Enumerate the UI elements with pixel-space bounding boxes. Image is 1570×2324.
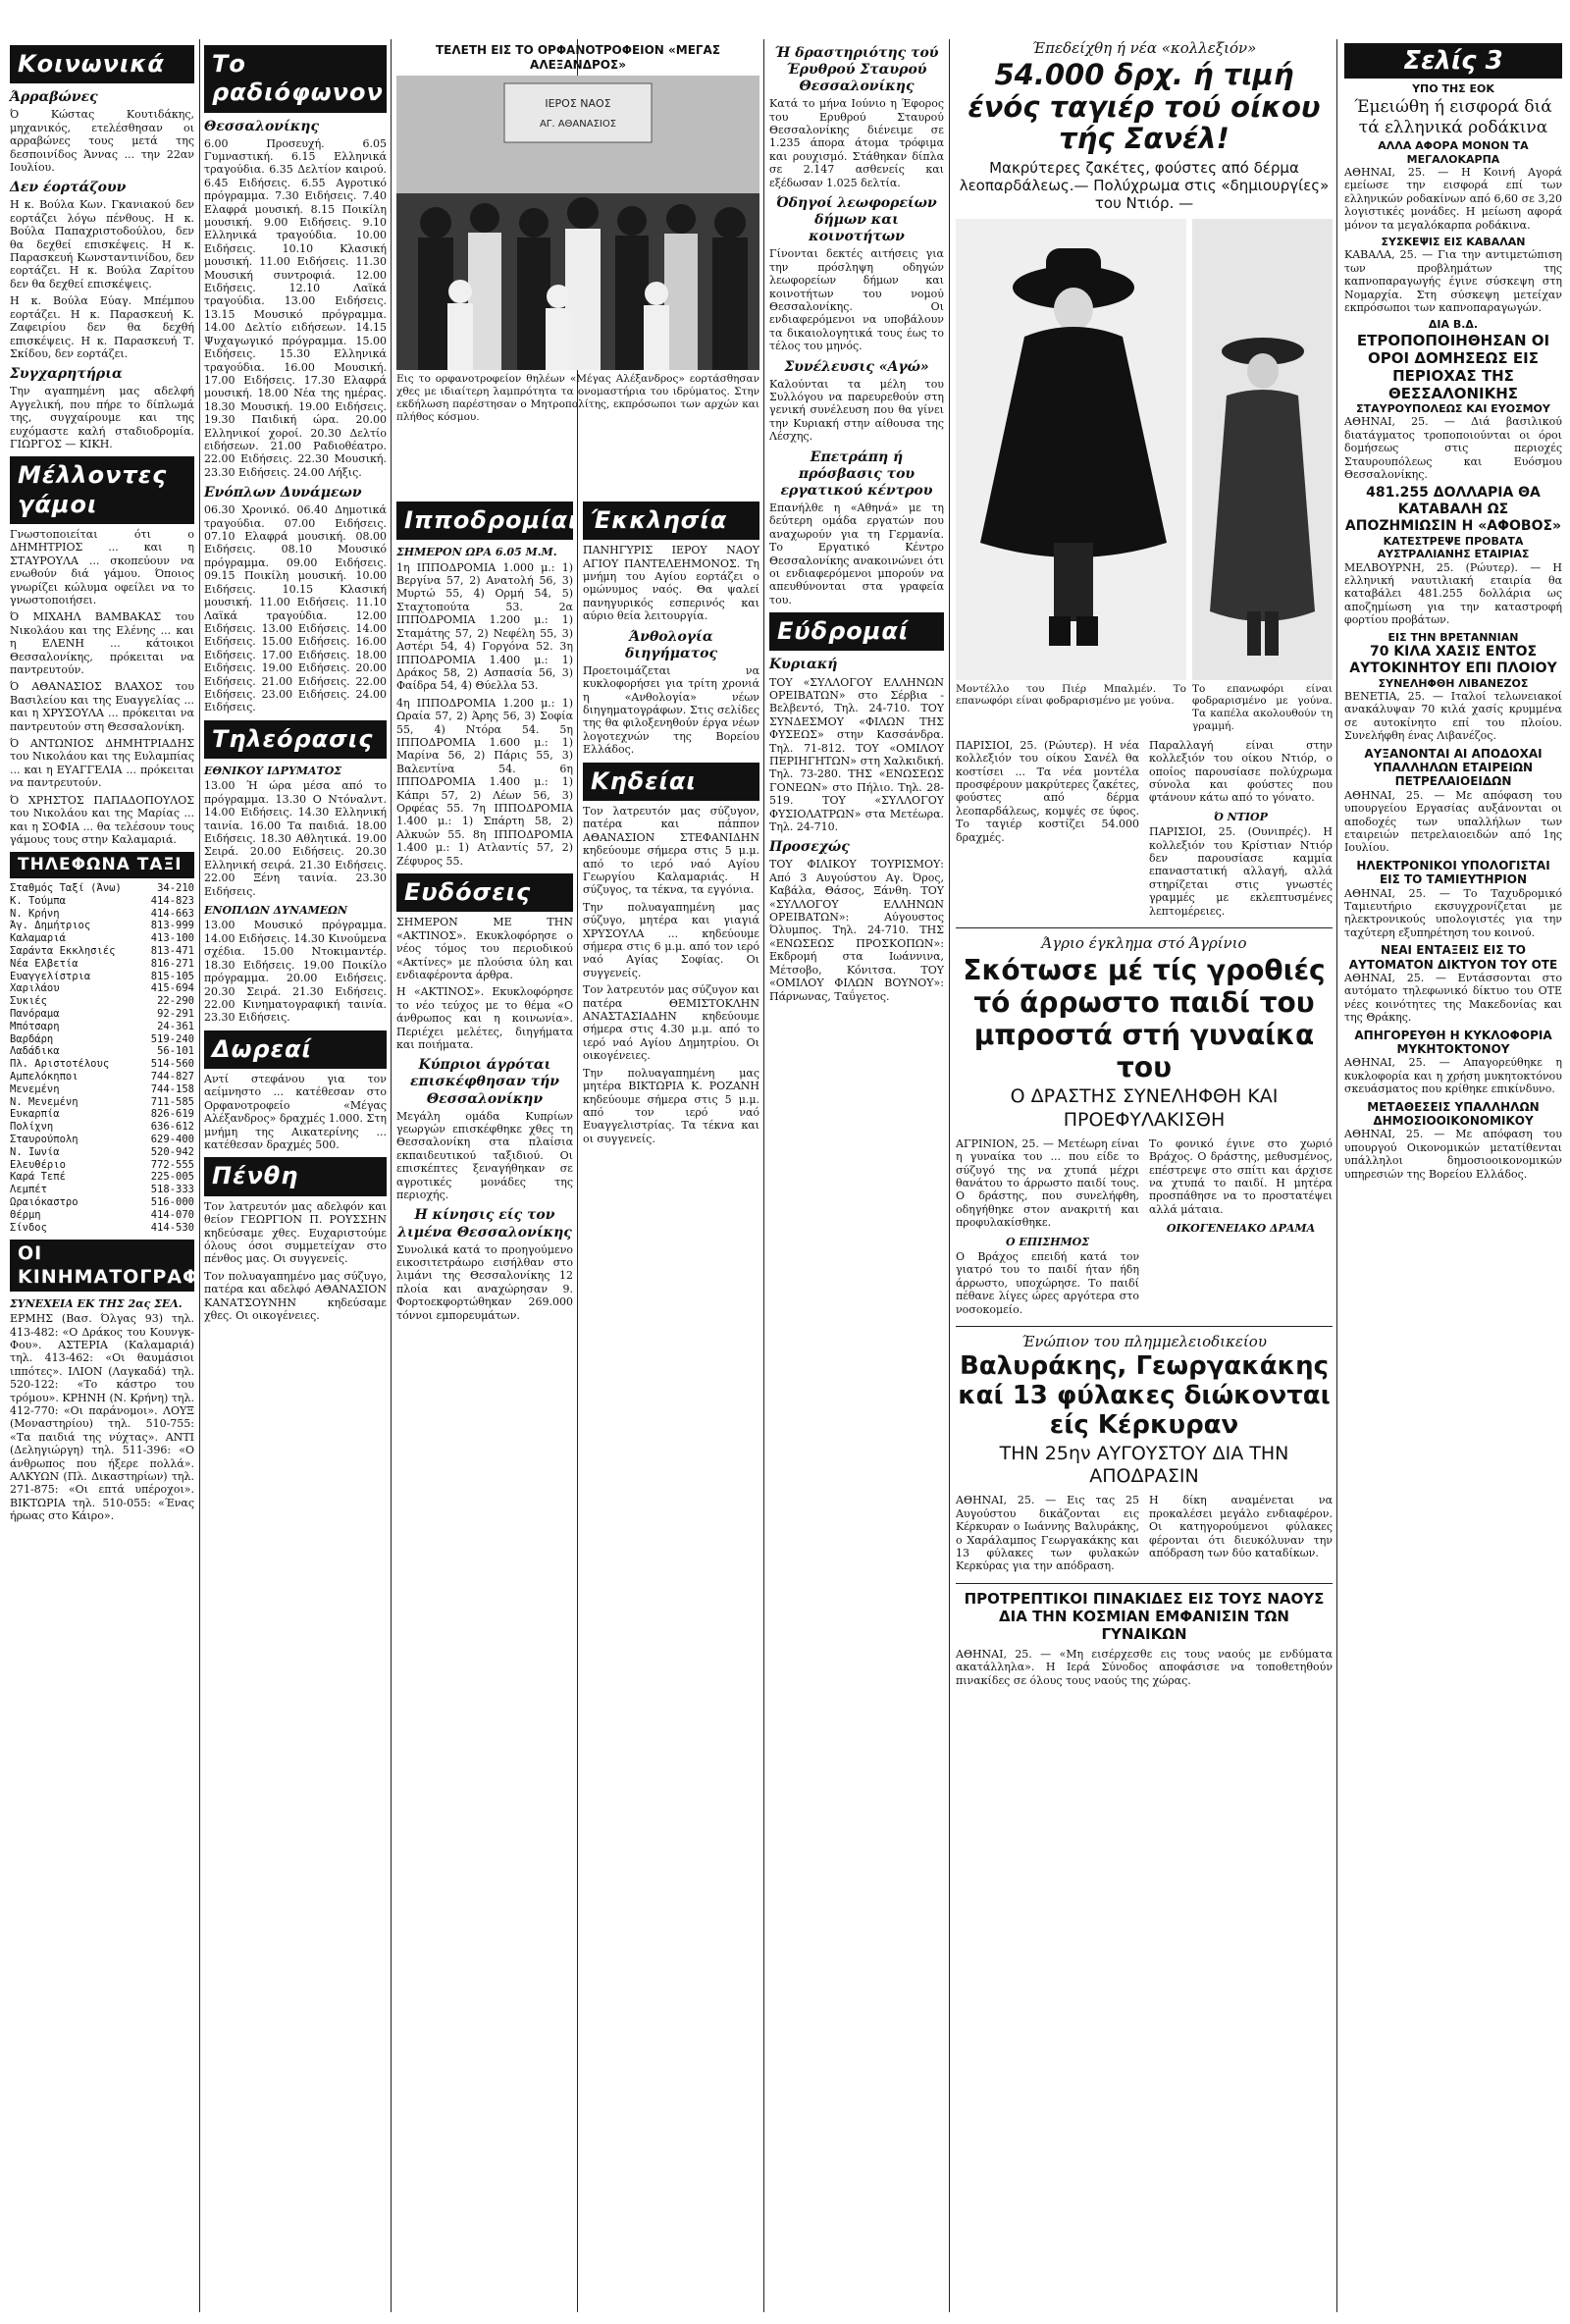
- taxi-list-row: [10, 932, 194, 945]
- article-text: Η «ΑΚΤΙΝΟΣ». Εκυκλοφόρησε το νέο τεύχος με το θέμα «Ο άνθρωπος και η κοινωνία». Περιέχει μελέτες, διηγήματα και ποιήματα.: [396, 985, 573, 1051]
- article-text: ΤΟΥ «ΣΥΛΛΟΓΟΥ ΕΛΛΗΝΩΝ ΟΡΕΙΒΑΤΩΝ» στο Σέρβια - Βελβεντό, Τηλ. 24-710. ΤΟΥ ΣΥΝΔΕΣΜΟΥ «ΦΙΛΩΝ ΤΗΣ ΦΥΣΕΩΣ» στην Κασσάνδρα. Τηλ. 71-812. ΤΟΥ «ΟΜΙΛΟΥ ΠΕΡΙΗΓΗΤΩΝ» στη Χαλκιδική. Τηλ. 73-280. ΤΗΣ «ΕΝΩΣΕΩΣ ΓΟΝΕΩΝ» στο Πήλιο. Τηλ. 28-519. ΤΟΥ «ΣΥΛΛΟΓΟΥ ΦΥΣΙΟΛΑΤΡΩΝ» στα Μετέωρα. Τηλ. 24-710.: [769, 675, 944, 833]
- taxi-stand-name: Ν. Κρήνη: [10, 907, 60, 920]
- photo-sign-line2: ΑΓ. ΑΘΑΝΑΣΙΟΣ: [539, 119, 617, 131]
- kicker: ΕΙΣ ΤΗΝ ΒΡΕΤΑΝΝΙΑΝ: [1387, 630, 1519, 644]
- taxi-list-row: [10, 1134, 194, 1146]
- subhead: Κύπριοι άγρόται επισκέφθησαν τήν Θεσσαλονίκην: [409, 1057, 560, 1107]
- section-header-church: Έκκλησία: [583, 502, 759, 540]
- article-text: 1η ΙΠΠΟΔΡΟΜΙΑ 1.000 μ.: 1) Βεργίνα 57, 2) Ανατολή 56, 3) Μυρτώ 55, 4) Ορμή 54, 5) Σταχτοπούτα 53. 2α ΙΠΠΟΔΡΟΜΙΑ 1.200 μ.: 1) Σταμάτης 57, 2) Νεφέλη 55, 3) Αστέρι 54, 4) Γοργόνα 52. 3η ΙΠΠΟΔΡΟΜΙΑ 1.400 μ.: 1) Δράκος 58, 2) Ασπασία 56, 3) Φαίδρα 54, 4) Θύελλα 53.: [396, 560, 573, 693]
- taxi-phone-number: 744-158: [150, 1083, 194, 1095]
- taxi-phone-number: 92-291: [157, 1008, 194, 1021]
- article-text: Η δίκη αναμένεται να προκαλέσει μεγάλο ενδιαφέρον. Οι κατηγορούμενοι φύλακες φέρονται ότι διευκόλυναν την απόδραση των δύο καταδίκων.: [1149, 1494, 1333, 1560]
- taxi-list-row: [10, 1033, 194, 1046]
- column-rule: [763, 39, 764, 2312]
- article-text: 13.00 Μουσικό πρόγραμμα. 14.00 Ειδήσεις. 14.30 Κινούμενα σχέδια. 15.00 Ντοκιμαντέρ. 18.30 Ειδήσεις. 19.00 Ποικίλο πρόγραμμα. 20.00 Ειδήσεις. 20.30 Σειρά. 21.30 Ειδήσεις. 22.00 Κινηματογραφική ταινία. 23.30 Ειδήσεις.: [204, 919, 387, 1025]
- subhead: Άνθολογία διηγήματος: [624, 628, 717, 661]
- article-text: 13.00 Ή ώρα μέσα από το πρόγραμμα. 13.30 Ο Ντόναλντ. 14.00 Ειδήσεις. 14.30 Ελληνική ταινία. 16.00 Τα παιδιά. 18.00 Ειδήσεις. 18.30 Αθλητικά. 19.00 Σειρά. 20.00 Ειδήσεις. 20.30 Ελληνική σειρά. 21.30 Ειδήσεις. 22.00 Ξένη ταινία. 23.30 Ειδήσεις.: [204, 779, 387, 898]
- taxi-stand-name: Λεμπέτ: [10, 1184, 47, 1196]
- article-text: ΣΗΜΕΡΟΝ ΜΕ ΤΗΝ «ΑΚΤΙΝΟΣ». Εκυκλοφόρησε ο νέος τόμος του περιοδικού «Ακτίνες» με πλούσια ύλη και ενδιαφέροντα άρθρα.: [396, 916, 573, 981]
- article-text: Τον λατρευτόν μας αδελφόν και θείον ΓΕΩΡΓΙΟΝ Π. ΡΟΥΣΣΗΝ κηδεύσαμε χθες. Ευχαριστούμε όλους όσοι συμμετείχαν στο πένθος μας. Οι συγγενείς.: [204, 1199, 387, 1266]
- article-text: 6.00 Προσευχή. 6.05 Γυμναστική. 6.15 Ελληνικά τραγούδια. 6.35 Δελτίον καιρού. 6.45 Ειδήσεις. 6.55 Αγροτικό πρόγραμμα. 7.30 Ειδήσεις. 7.40 Ελαφρά μουσική. 8.15 Ποικίλη μουσική. 9.00 Ειδήσεις. 9.10 Ελληνικά τραγούδια. 10.00 Ειδήσεις. 10.10 Κλασική μουσική. 11.00 Ειδήσεις. 11.30 Μουσική συντροφιά. 12.00 Ειδήσεις. 12.10 Λαϊκά τραγούδια. 13.00 Ειδήσεις. 13.15 Μουσικό πρόγραμμα. 14.00 Δελτίο ειδήσεων. 14.15 Ψυχαγωγικό πρόγραμμα. 15.00 Ειδήσεις. 15.30 Ελληνικά τραγούδια. 16.00 Μουσική. 17.00 Ειδήσεις. 17.30 Ελαφρά μουσική. 18.00 Νέα της ημέρας. 18.30 Μουσική. 19.00 Ειδήσεις. 19.30 Παιδική ώρα. 20.00 Ελληνικοί χοροί. 20.30 Δελτίο ειδήσεων. 21.00 Ραδιοθέατρο. 22.00 Ειδήσεις. 22.30 Μουσική. 23.30 Ειδήσεις. 24.00 Λήξις.: [204, 136, 387, 479]
- section-header-society: Κοινωνικά: [10, 45, 194, 83]
- taxi-phone-number: 414-823: [150, 894, 194, 907]
- taxi-list-row: [10, 1083, 194, 1096]
- taxi-phone-number: 34-210: [157, 882, 194, 895]
- article-text: Η κ. Βούλα Κων. Γκανιακού δεν εορτάζει λόγω πένθους. Η κ. Βούλα Παπαχριστοδούλου, δεν θα δεχθεί επισκέψεις. Η κ. Παρασκευή Κωνσταντινίδου, δεν εορτάζει. Η κ. Βούλα Ζαρίτου δεν θα δεχθεί επισκέψεις.: [10, 198, 194, 290]
- taxi-stand-name: Αμπελόκηποι: [10, 1071, 78, 1083]
- fashion-photo-2: [1192, 219, 1333, 680]
- dek: Μακρύτερες ζακέτες, φούστες από δέρμα λεοπαρδάλεως.— Πολύχρωμα στις «δημιουργίες» του Ντιόρ. —: [959, 158, 1330, 213]
- taxi-stand-name: Θέρμη: [10, 1208, 41, 1221]
- headline-agrinio: Σκότωσε μέ τίς γροθιές τό άρρωστο παιδί του μπροστά στή γυναίκα του: [963, 954, 1326, 1084]
- taxi-stand-name: Νέα Ελβετία: [10, 957, 78, 970]
- taxi-list-row: [10, 945, 194, 958]
- column-red-cross-excursions: [769, 39, 944, 2312]
- taxi-list-row: [10, 1222, 194, 1235]
- article-text: ΑΘΗΝΑΙ, 25. — «Μη εισέρχεσθε εις τους ναούς με ενδύματα ακατάλληλα». Η Ιερά Σύνοδος αποφάσισε να τοποθετηθούν πινακίδες σε όλους τους ναούς της χώρας.: [956, 1647, 1333, 1687]
- taxi-list-row: [10, 920, 194, 932]
- subhead: ΣΤΑΥΡΟΥΠΟΛΕΩΣ ΚΑΙ ΕΥΟΣΜΟΥ: [1356, 401, 1550, 415]
- taxi-list-row: [10, 1209, 194, 1222]
- taxi-stand-name: Ν. Μενεμένη: [10, 1095, 78, 1108]
- taxi-stand-name: Ευκαρπία: [10, 1108, 60, 1121]
- section-header-taxi: ΤΗΛΕΦΩΝΑ ΤΑΞΙ: [10, 852, 194, 878]
- section-header-mourning: Πένθη: [204, 1157, 387, 1195]
- article-text: Την πολυαγαπημένη μας σύζυγο, μητέρα και γιαγιά ΧΡΥΣΟΥΛΑ ... κηδεύουμε σήμερα στις 6 μ.μ. από τον ιερό ναό Αγίας Σοφίας. Οι συγγενείς.: [583, 900, 759, 979]
- column-main-stories: [956, 39, 1333, 2312]
- kicker: Ένώπιον του πλημμελειοδικείου: [1021, 1333, 1267, 1351]
- subhead: Προσεχώς: [769, 839, 850, 856]
- taxi-list-row: [10, 1171, 194, 1184]
- taxi-list-row: [10, 1184, 194, 1196]
- article-text: Προετοιμάζεται να κυκλοφορήσει για τρίτη χρονιά η «Ανθολογία» νέων διηγηματογράφων. Στις σελίδες της θα φιλοξενηθούν έργα νέων λογοτεχνών της Βορείου Ελλάδος.: [583, 663, 759, 757]
- subhead: ΣΥΝΕΧΕΙΑ ΕΚ ΤΗΣ 2ας ΣΕΛ.: [10, 1296, 183, 1310]
- taxi-phone-number: 22-290: [157, 995, 194, 1008]
- article-text: ΤΟΥ ΦΙΛΙΚΟΥ ΤΟΥΡΙΣΜΟΥ: Από 3 Αυγούστου Αγ. Όρος, Καβάλα, Θάσος, Ξάνθη. ΤΟΥ «ΣΥΛΛΟΓΟΥ ΕΛΛΗΝΩΝ ΟΡΕΙΒΑΤΩΝ»: Αύγουστος Όλυμπος. Τηλ. 24-710. ΤΗΣ «ΕΝΩΣΕΩΣ ΠΡΟΣΚΟΠΩΝ»: Εκδρομή στα Ιωάννινα, Μέτσοβο, Κόνιτσα. ΤΟΥ «ΟΜΙΛΟΥ ΦΙΛΩΝ ΒΟΥΝΟΥ»: Πάρνωνας, Ταΰγετος.: [769, 858, 944, 1003]
- section-header-weddings: Μέλλοντες γάμοι: [10, 456, 194, 524]
- headline-chanel: 54.000 δρχ. ή τιμή ένός ταγιέρ τού οίκου τής Σανέλ!: [968, 58, 1321, 156]
- page-number-masthead: Σελίς 3: [1344, 43, 1562, 79]
- taxi-stand-name: Πολίχνη: [10, 1121, 54, 1134]
- taxi-phone-number: 56-101: [157, 1045, 194, 1058]
- taxi-list-row: [10, 958, 194, 971]
- taxi-phone-number: 414-070: [150, 1208, 194, 1221]
- article-text: ΕΡΜΗΣ (Βασ. Όλγας 93) τηλ. 413-482: «Ο Δράκος του Κουνγκ-Φου». ΑΣΤΕΡΙΑ (Καλαμαριά) τηλ. 413-462: «Οι θαυμάσιοι ιππότες». ΙΛΙΟΝ (Λαγκαδά) τηλ. 520-122: «Το κάστρο του τρόμου». ΚΡΗΝΗ (Ν. Κρήνη) τηλ. 412-770: «Οι παράνομοι». ΛΟΥΞ (Μοναστηρίου) τηλ. 510-755: «Τα παιδιά της νύχτας». ΑΝΤΙ (Δεληγιώργη) τηλ. 511-396: «Ο άνθρωπος που ήξερε πολλά». ΑΛΚΥΩΝ (Πλ. Δικαστηρίων) τηλ. 271-875: «Οι επτά υπέροχοι». ΒΙΚΤΩΡΙΑ τηλ. 510-055: «Ένας ήρωας στο Κάιρο».: [10, 1312, 194, 1523]
- column-society: [10, 39, 225, 2312]
- taxi-phone-number: 514-560: [150, 1058, 194, 1071]
- article-text: Το φονικό έγινε στο χωριό Βράχος. Ο δράστης, μεθυσμένος, επέστρεψε στο σπίτι και άρχισε να χτυπά το παιδί. Η μητέρα προσπάθησε να το προστατέψει αλλά μάταια.: [1149, 1136, 1333, 1216]
- taxi-stand-name: Σίνδος: [10, 1221, 47, 1234]
- article-text: Την πολυαγαπημένη μας μητέρα ΒΙΚΤΩΡΙΑ Κ. ΡΟΖΑΝΗ κηδεύουμε σήμερα στις 5 μ.μ. από τον ιερό ναό Ευαγγελιστρίας. Τα τέκνα και οι συγγενείς.: [583, 1066, 759, 1145]
- headline: ΝΕΑΙ ΕΝΤΑΞΕΙΣ ΕΙΣ ΤΟ ΑΥΤΟΜΑΤΟΝ ΔΙΚΤΥΟΝ ΤΟΥ ΟΤΕ: [1348, 943, 1558, 972]
- taxi-stand-name: Συκιές: [10, 995, 47, 1008]
- section-header-funerals: Κηδείαι: [583, 763, 759, 801]
- article-text: ΜΕΛΒΟΥΡΝΗ, 25. (Ρώυτερ). — Η ελληνική ναυτιλιακή εταιρία θα καταβάλει 481.255 δολλάρια ως αποζημίωση για την καταστροφή φορτίου προβάτων.: [1344, 560, 1562, 627]
- taxi-stand-name: Βαρδάρη: [10, 1032, 54, 1045]
- taxi-phone-number: 711-585: [150, 1095, 194, 1108]
- subhead: Συνέλευσις «Αγώ»: [784, 358, 929, 375]
- taxi-stand-name: Σταυρούπολη: [10, 1133, 78, 1145]
- article-text: Παραλλαγή είναι στην κολλεξιόν του οίκου Ντιόρ, ο οποίος παρουσίασε πολύχρωμα σύνολα και φούστες που φτάνουν κάτω από το γόνατο.: [1149, 738, 1333, 805]
- taxi-phone-number: 816-271: [150, 957, 194, 970]
- column-briefs: [1344, 82, 1562, 2312]
- taxi-list-row: [10, 995, 194, 1008]
- orphanage-photo-block: [396, 39, 759, 491]
- orphanage-photo-image: [396, 76, 759, 370]
- subhead: ΣΥΣΚΕΨΙΣ ΕΙΣ ΚΑΒΑΛΑΝ: [1381, 236, 1526, 249]
- taxi-phone-number: 772-555: [150, 1158, 194, 1171]
- taxi-list-row: [10, 1008, 194, 1021]
- photo-caption: Εις το ορφανοτροφείον θηλέων «Μέγας Αλέξανδρος» εορτάσθησαν χθες με ιδιαίτερη λαμπρότητα τα ονομαστήρια του ιδρύματος. Στην εκδήλωση παρέστησαν ο Μητροπολίτης, εκπρόσωποι των αρχών και πλήθος κόσμου.: [396, 373, 759, 423]
- article-text: ΑΘΗΝΑΙ, 25. — Το Ταχυδρομικό Ταμιευτήριο εκσυγχρονίζεται με ηλεκτρονικούς υπολογιστές για την ταχύτερη εξυπηρέτηση του κοινού.: [1344, 886, 1562, 939]
- column-rule: [199, 39, 200, 2312]
- taxi-stand-name: Ευαγγελίστρια: [10, 970, 91, 982]
- subheadline: Ο ΔΡΑΣΤΗΣ ΣΥΝΕΛΗΦΘΗ ΚΑΙ ΠΡΟΕΦΥΛΑΚΙΣΘΗ: [1010, 1085, 1279, 1131]
- taxi-phone-number: 826-619: [150, 1108, 194, 1121]
- article-text: Τον πολυαγαπημένο μας σύζυγο, πατέρα και αδελφό ΑΘΑΝΑΣΙΟΝ ΚΑΝΑΤΣΟΥΝΗΝ κηδεύσαμε χθες. Οι οικογένειες.: [204, 1269, 387, 1322]
- article-text: Επανήλθε η «Αθηνά» με τη δεύτερη ομάδα εργατών που αναχωρούν για τη Γερμανία. Το Εργατικό Κέντρο Θεσσαλονίκης ανακοινώνει ότι οι ενδιαφερόμενοι μπορούν να απευθύνονται στα γραφεία του.: [769, 501, 944, 607]
- headline: ΕΤΡΟΠΟΠΟΙΗΘΗΣΑΝ ΟΙ ΟΡΟΙ ΔΟΜΗΣΕΩΣ ΕΙΣ ΠΕΡΙΟΧΑΣ ΤΗΣ ΘΕΣΣΑΛΟΝΙΚΗΣ: [1356, 331, 1550, 402]
- subhead: Δεν έορτάζουν: [10, 180, 127, 196]
- taxi-stand-name: Μενεμένη: [10, 1083, 60, 1095]
- headline: ΑΠΗΓΟΡΕΥΘΗ Η ΚΥΚΛΟΦΟΡΙΑ ΜΥΚΗΤΟΚΤΟΝΟΥ: [1354, 1028, 1552, 1056]
- kicker: ΔΙΑ Β.Δ.: [1428, 318, 1479, 332]
- taxi-phone-number: 813-471: [150, 945, 194, 958]
- headline-churches: ΠΡΟΤΡΕΠΤΙΚΟΙ ΠΙΝΑΚΙΔΕΣ ΕΙΣ ΤΟΥΣ ΝΑΟΥΣ ΔΙΑ ΤΗΝ ΚΟΣΜΙΑΝ ΕΜΦΑΝΙΣΙΝ ΤΩΝ ΓΥΝΑΙΚΩΝ: [964, 1589, 1325, 1644]
- subhead: ΕΝΟΠΛΩΝ ΔΥΝΑΜΕΩΝ: [204, 904, 348, 918]
- taxi-list-row: [10, 895, 194, 908]
- taxi-phone-number: 815-105: [150, 970, 194, 982]
- subhead: Κυριακή: [769, 657, 838, 673]
- taxi-stand-name: Πλ. Αριστοτέλους: [10, 1058, 110, 1071]
- divider: [956, 1583, 1333, 1584]
- subhead: Ή δραστηριότης τού Έρυθρού Σταυρού Θεσσαλονίκης: [774, 45, 939, 95]
- article-text: ΑΘΗΝΑΙ, 25. — Εις τας 25 Αυγούστου δικάζονται εις Κέρκυραν ο Ιωάννης Βαλυράκης, ο Χαράλαμπος Γεωργακάκης και 13 φύλακες των φυλακών Κερκύρας για την απόδραση.: [956, 1494, 1139, 1573]
- section-header-donations: Δωρεαί: [204, 1030, 387, 1069]
- taxi-phone-number: 518-333: [150, 1184, 194, 1196]
- headline: ΗΛΕΚΤΡΟΝΙΚΟΙ ΥΠΟΛΟΓΙΣΤΑΙ ΕΙΣ ΤΟ ΤΑΜΙΕΥΤΗΡΙΟΝ: [1356, 858, 1550, 887]
- taxi-stand-name: Καρά Τεπέ: [10, 1171, 66, 1184]
- subhead: Επετράπη ή πρόσβασις του εργατικού κέντρου: [780, 449, 933, 499]
- taxi-list-row: [10, 1146, 194, 1159]
- subhead: Ενόπλων Δυνάμεων: [204, 485, 362, 502]
- taxi-stand-name: Καλαμαριά: [10, 932, 66, 945]
- taxi-list-row: [10, 1196, 194, 1209]
- article-text: ΒΕΝΕΤΙΑ, 25. — Ιταλοί τελωνειακοί ανακάλυψαν 70 κιλά χασίς κρυμμένα σε αυτοκίνητο επί του πλοίου. Συνελήφθη ένας Λιβανέζος.: [1344, 689, 1562, 743]
- subhead: ΚΑΤΕΣΤΡΕΨΕ ΠΡΟΒΑΤΑ ΑΥΣΤΡΑΛΙΑΝΗΣ ΕΤΑΙΡΙΑΣ: [1377, 534, 1530, 561]
- article-text: Ό ΜΙΧΑΗΛ ΒΑΜΒΑΚΑΣ του Νικολάου και της Ελένης ... και η ΕΛΕΝΗ ... κάτοικοι Θεσσαλονίκης, πρόκειται να παντρευτούν.: [10, 610, 194, 677]
- column-rule: [949, 39, 950, 2312]
- article-text: ΑΘΗΝΑΙ, 25. — Η Κοινή Αγορά εμείωσε την εισφορά επί των ελληνικών ροδακίνων από 6,60 σε 3,20 λογιστικές μονάδες. Η μείωση αφορά μόνον τα μεγαλόκαρπα ροδάκινα.: [1344, 166, 1562, 232]
- article-text: Γίνονται δεκτές αιτήσεις για την πρόσληψη οδηγών λεωφορείων δήμων και κοινοτήτων του νομού Θεσσαλονίκης. Οι ενδιαφερόμενοι να υποβάλουν τα δικαιολογητικά τους έως το τέλος του μηνός.: [769, 247, 944, 353]
- taxi-phone-number: 24-361: [157, 1020, 194, 1032]
- article-text: Τον λατρευτόν μας σύζυγον και πατέρα ΘΕΜΙΣΤΟΚΛΗΝ ΑΝΑΣΤΑΣΙΑΔΗΝ κηδεύουμε σήμερα στις 4.30 μ.μ. από το ιερό ναό Αγίου Δημητρίου. Οι οικογένειες.: [583, 983, 759, 1063]
- article-text: Γνωστοποιείται ότι ο ΔΗΜΗΤΡΙΟΣ ... και η ΣΤΑΥΡΟΥΛΑ ... σκοπεύουν να ενωθούν διά γάμου. Όποιος γνωρίζει κώλυμα οφείλει να το γνωστοποιήσει.: [10, 527, 194, 607]
- article-text: Η κ. Βούλα Εύαγ. Μπέμπου εορτάζει. Η κ. Παρασκευή Κ. Ζαφειρίου δεν θα δεχθή επισκέψεις. Η κ. Παρασκευή Τ. Σκίδου, δεν εορτάζει.: [10, 294, 194, 360]
- subhead: Η κίνησις είς τον λιμένα Θεσσαλονίκης: [397, 1207, 572, 1241]
- taxi-phone-number: 225-005: [150, 1171, 194, 1184]
- section-header-publications: Ευδόσεις: [396, 873, 573, 912]
- divider: [956, 927, 1333, 928]
- orphanage-photo: [396, 76, 759, 370]
- subhead: ΑΛΛΑ ΑΦΟΡΑ ΜΟΝΟΝ ΤΑ ΜΕΓΑΛΟΚΑΡΠΑ: [1378, 139, 1529, 166]
- section-header-races: Ιπποδρομίαι: [396, 502, 573, 540]
- column-rule: [1336, 39, 1337, 2312]
- subhead: ΕΘΝΙΚΟΥ ΙΔΡΥΜΑΤΟΣ: [204, 765, 342, 778]
- taxi-phone-number: 813-999: [150, 920, 194, 932]
- taxi-stand-name: Λαδάδικα: [10, 1045, 60, 1058]
- taxi-stand-name: Πανόραμα: [10, 1008, 60, 1021]
- section-header-tv: Τηλεόρασις: [204, 720, 387, 759]
- section-header-cinemas: ΟΙ ΚΙΝΗΜΑΤΟΓΡΑΦΟΙ: [10, 1240, 194, 1291]
- article-text: Αντί στεφάνου για τον αείμνηστο ... κατέθεσαν στο Ορφανοτροφείο «Μέγας Αλέξανδρος» δραχμές 1.000. Στη μνήμη της Αικατερίνης ... κατέθεσαν δραχμές 500.: [204, 1073, 387, 1152]
- taxi-stand-name: Σαράντα Εκκλησιές: [10, 945, 116, 958]
- article-text: ΚΑΒΑΛΑ, 25. — Για την αντιμετώπιση των προβλημάτων της καπνοπαραγωγής έγινε σύσκεψη στη Νομαρχία. Στη σύσκεψη μετείχαν εκπρόσωποι των καπνοπαραγωγών.: [1344, 248, 1562, 315]
- taxi-phone-number: 415-694: [150, 982, 194, 995]
- article-text: ΑΘΗΝΑΙ, 25. — Απαγορεύθηκε η κυκλοφορία και η χρήση μυκητοκτόνου σκευάσματος που κρίθηκε επικίνδυνο.: [1344, 1056, 1562, 1096]
- kicker: Άγριο έγκλημα στό Άγρίνιο: [1041, 934, 1247, 953]
- taxi-list-row: [10, 1045, 194, 1058]
- article-text: Ό Κώστας Κουτιδάκης, μηχανικός, ετελέσθησαν οι αρραβώνες τους μετά της δεσποινίδος Άννας ... την 22αν Ιουλίου.: [10, 108, 194, 174]
- photo-title: ΤΕΛΕΤΗ ΕΙΣ ΤΟ ΟΡΦΑΝΟΤΡΟΦΕΙΟΝ «ΜΕΓΑΣ ΑΛΕΞΑΝΔΡΟΣ»: [435, 43, 721, 72]
- headline: 481.255 ΔΟΛΛΑΡΙΑ ΘΑ ΚΑΤΑΒΑΛΗ ΩΣ ΑΠΟΖΗΜΙΩΣΙΝ Η «ΑΦΟΒΟΣ»: [1344, 485, 1562, 534]
- photo-sign-line1: ΙΕΡΟΣ ΝΑΟΣ: [545, 97, 611, 111]
- article-text: Ό ΧΡΗΣΤΟΣ ΠΑΠΑΔΟΠΟΥΛΟΣ του Νικολάου και της Μαρίας ... και η ΣΟΦΙΑ ... θα τελέσουν τους γάμους τους στην Καλαμαριά.: [10, 793, 194, 846]
- article-text: ΑΘΗΝΑΙ, 25. — Εντάσσονται στο αυτόματο τηλεφωνικό δίκτυο του ΟΤΕ νέες κοινότητες της Μακεδονίας και της Θράκης.: [1344, 971, 1562, 1025]
- article-text: ΠΑΡΙΣΙΟΙ, 25. (Ρώυτερ). Η νέα κολλεξιόν του οίκου Σανέλ θα κοστίσει ... Τα νέα μοντέλα προσφέρουν μακρύτερες ζακέτες, φούστες από δέρμα λεοπαρδάλεως, κομψές σε ύφος. Το ταγιέρ κοστίζει 54.000 δραχμές.: [956, 738, 1139, 844]
- section-header-radio: Το ραδιόφωνον: [204, 45, 387, 113]
- column-rule: [391, 39, 392, 2312]
- subhead: ΟΙΚΟΓΕΝΕΙΑΚΟ ΔΡΑΜΑ: [1166, 1222, 1316, 1236]
- taxi-stand-name: Άγ. Δημήτριος: [10, 920, 91, 932]
- fashion-photo: [956, 219, 1186, 680]
- subhead: Άρραβώνες: [10, 89, 98, 106]
- headline: ΜΕΤΑΘΕΣΕΙΣ ΥΠΑΛΛΗΛΩΝ ΔΗΜΟΣΙΟΟΙΚΟΝΟΜΙΚΟΥ: [1367, 1099, 1540, 1128]
- taxi-stand-name: Σταθμός Ταξί (Άνω): [10, 882, 122, 895]
- taxi-stand-name: Μπότσαρη: [10, 1020, 60, 1032]
- subhead: ΣΥΝΕΛΗΦΘΗ ΛΙΒΑΝΕΖΟΣ: [1378, 676, 1529, 690]
- article-text: Καλούνται τα μέλη του Συλλόγου να παρευρεθούν στη γενική συνέλευση που θα γίνει την Κυριακή στην αίθουσα της Λέσχης.: [769, 377, 944, 444]
- column-church-funerals: [583, 496, 759, 2312]
- headline-corfu: Βαλυράκης, Γεωργακάκης καί 13 φύλακες διώκονται είς Κέρκυραν: [958, 1351, 1331, 1441]
- taxi-list-row: [10, 1071, 194, 1083]
- photo-caption: Το επανωφόρι είναι φοδραρισμένο με γούνα. Τα καπέλα ακολουθούν τη γραμμή.: [1192, 682, 1333, 732]
- taxi-list-row: [10, 1096, 194, 1109]
- taxi-list-row: [10, 971, 194, 983]
- taxi-list-row: [10, 908, 194, 921]
- article-text: 4η ΙΠΠΟΔΡΟΜΙΑ 1.200 μ.: 1) Ωραία 57, 2) Άρης 56, 3) Σοφία 55, 4) Ντόρα 54. 5η ΙΠΠΟΔΡΟΜΙΑ 1.600 μ.: 1) Μαρίνα 56, 2) Πάρις 55, 3) Βαλεντίνα 54. 6η ΙΠΠΟΔΡΟΜΙΑ 1.400 μ.: 1) Κάπρι 57, 2) Λέων 56, 3) Ορφέας 55. 7η ΙΠΠΟΔΡΟΜΙΑ 1.400 μ.: 1) Σπάρτη 58, 2) Αλκυών 55. 8η ΙΠΠΟΔΡΟΜΙΑ 1.400 μ.: 1) Ατλαντίς 57, 2) Ζέφυρος 55.: [396, 696, 573, 868]
- taxi-list-row: [10, 1058, 194, 1071]
- article-text: Ο Βράχος επειδή κατά τον γιατρό του το παιδί ήταν ήδη άρρωστο, υποχώρησε. Το παιδί πέθανε λίγες ώρες αργότερα στο νοσοκομείο.: [956, 1250, 1139, 1316]
- fashion-model-image: [956, 219, 1186, 680]
- article-text: ΠΑΡΙΣΙΟΙ, 25. (Ουνιπρές). Η κολλεξιόν του Κρίστιαν Ντιόρ δεν παρουσίασε καμμία επαναστατική αλλαγή, αλλά στηρίζεται στις γνωστές γραμμές με εκλεπτυσμένες λεπτομέρειες.: [1149, 825, 1333, 918]
- subhead: Ο ΕΠΙΣΗΜΟΣ: [1005, 1235, 1090, 1248]
- taxi-phone-number: 413-100: [150, 932, 194, 945]
- subheadline: ΤΗΝ 25ην ΑΥΓΟΥΣΤΟΥ ΔΙΑ ΤΗΝ ΑΠΟΔΡΑΣΙΝ: [999, 1443, 1289, 1488]
- taxi-list-row: [10, 1108, 194, 1121]
- taxi-list-row: [10, 982, 194, 995]
- headline: Έμειώθη ή εισφορά διά τά ελληνικά ροδάκινα: [1354, 97, 1552, 137]
- taxi-list-row: [10, 882, 194, 895]
- taxi-stand-name: Ν. Ιωνία: [10, 1145, 60, 1158]
- column-races-publications: [396, 496, 579, 2312]
- article-text: Συνολικά κατά το προηγούμενο εικοσιτετράωρο εισήλθαν στο λιμάνι της Θεσσαλονίκης 12 πλοία και αναχώρησαν 9. Φορτοεκφορτώθηκαν 269.000 τόννοι εμπορευμάτων.: [396, 1242, 573, 1322]
- article-text: Ό ΑΝΤΩΝΙΟΣ ΔΗΜΗΤΡΙΑΔΗΣ του Νικολάου και της Ευλαμπίας ... και η ΕΥΑΓΓΕΛΙΑ ... πρόκειται να παντρευτούν.: [10, 737, 194, 790]
- taxi-stand-name: Ωραιόκαστρο: [10, 1195, 78, 1208]
- taxi-stand-name: Ελευθέριο: [10, 1158, 66, 1171]
- headline: 70 ΚΙΛΑ ΧΑΣΙΣ ΕΝΤΟΣ ΑΥΤΟΚΙΝΗΤΟΥ ΕΠΙ ΠΛΟΙΟΥ: [1349, 643, 1557, 676]
- kicker: ΥΠΟ ΤΗΣ ΕΟΚ: [1412, 82, 1494, 95]
- article-text: ΑΘΗΝΑΙ, 25. — Με απόφαση του υπουργείου Εργασίας αυξάνονται οι αποδοχές των υπαλλήλων των εταιρειών πετρελαιοειδών από 1ης Ιουλίου.: [1344, 788, 1562, 855]
- taxi-phone-number: 629-400: [150, 1133, 194, 1145]
- taxi-phone-list: [10, 882, 194, 1234]
- fashion-model-image-2: [1192, 219, 1333, 680]
- section-header-excursions: Εύδρομαί: [769, 612, 944, 651]
- taxi-phone-number: 519-240: [150, 1032, 194, 1045]
- subhead: ΣΗΜΕΡΟΝ ΩΡΑ 6.05 Μ.Μ.: [396, 546, 557, 559]
- taxi-phone-number: 414-663: [150, 907, 194, 920]
- subhead: Όδηγοί λεωφορείων δήμων και κοινοτήτων: [776, 195, 937, 245]
- taxi-list-row: [10, 1159, 194, 1172]
- article-text: 06.30 Χρονικό. 06.40 Δημοτικά τραγούδια. 07.00 Ειδήσεις. 07.10 Ελαφρά μουσική. 08.00 Ειδήσεις. 08.10 Μουσικό πρόγραμμα. 09.00 Ειδήσεις. 09.15 Ποικίλη μουσική. 10.00 Ειδήσεις. 10.15 Κλασική μουσική. 11.00 Ειδήσεις. 11.10 Λαϊκά τραγούδια. 12.00 Ειδήσεις. 13.00 Ειδήσεις. 14.00 Ειδήσεις. 15.00 Ειδήσεις. 16.00 Ειδήσεις. 17.00 Ειδήσεις. 18.00 Ειδήσεις. 19.00 Ειδήσεις. 20.00 Ειδήσεις. 21.00 Ειδήσεις. 22.00 Ειδήσεις. 23.00 Ειδήσεις. 24.00 Ειδήσεις.: [204, 503, 387, 714]
- headline: ΑΥΞΑΝΟΝΤΑΙ ΑΙ ΑΠΟΔΟΧΑΙ ΥΠΑΛΛΗΛΩΝ ΕΤΑΙΡΕΙΩΝ ΠΕΤΡΕΛΑΙΟΕΙΔΩΝ: [1364, 746, 1543, 789]
- taxi-stand-name: Χαριλάου: [10, 982, 60, 995]
- taxi-phone-number: 636-612: [150, 1121, 194, 1134]
- kicker: Έπεδείχθη ή νέα «κολλεξιόν»: [1031, 39, 1257, 57]
- taxi-phone-number: 744-827: [150, 1071, 194, 1083]
- taxi-list-row: [10, 1021, 194, 1033]
- article-text: Μεγάλη ομάδα Κυπρίων γεωργών επισκέφθηκε χθες τη Θεσσαλονίκη στα πλαίσια εκπαιδευτικού ταξιδιού. Οι επισκέπτες ξεναγήθηκαν σε αγροτικές μονάδες της περιοχής.: [396, 1109, 573, 1202]
- article-text: ΑΓΡΙΝΙΟΝ, 25. — Μετέωρη είναι η γυναίκα του ... που είδε το σύζυγό της να χτυπά μέχρι θανάτου το άρρωστο παιδί τους. Ο δράστης, που συνελήφθη, οδηγήθηκε στον ανακριτή και προφυλακίσθηκε.: [956, 1136, 1139, 1230]
- article-text: Κατά το μήνα Ιούνιο η Έφορος του Ερυθρού Σταυρού Θεσσαλονίκης διένειμε σε 1.235 άπορα άτομα τρόφιμα και ρουχισμό. Στάθηκαν δίπλα σε 2.147 ασθενείς και εξέδωσαν 1.025 δελτία.: [769, 97, 944, 189]
- divider: [956, 1326, 1333, 1327]
- taxi-phone-number: 516-000: [150, 1195, 194, 1208]
- article-text: Ό ΑΘΑΝΑΣΙΟΣ ΒΛΑΧΟΣ του Βασιλείου και της Ευαγγελίας ... και η ΧΡΥΣΟΥΛΑ ... πρόκειται να παντρευτούν στη Θεσσαλονίκη.: [10, 680, 194, 733]
- subhead: Θεσσαλονίκης: [204, 118, 319, 134]
- article-text: ΑΘΗΝΑΙ, 25. — Διά βασιλικού διατάγματος τροποποιούνται οι όροι δομήσεως στις περιοχές Σταυρουπόλεως και Ευόσμου Θεσσαλονίκης.: [1344, 415, 1562, 481]
- photo-caption: Μοντέλλο του Πιέρ Μπαλμέν. Το επανωφόρι είναι φοδραρισμένο με γούνα.: [956, 682, 1186, 708]
- taxi-stand-name: Κ. Τούμπα: [10, 894, 66, 907]
- taxi-phone-number: 414-530: [150, 1221, 194, 1234]
- article-text: ΠΑΝΗΓΥΡΙΣ ΙΕΡΟΥ ΝΑΟΥ ΑΓΙΟΥ ΠΑΝΤΕΛΕΗΜΟΝΟΣ. Τη μνήμη του Αγίου εορτάζει ο ομώνυμος ναός. Θα ψαλεί πανηγυρικός εσπερινός και αύριο θεία λειτουργία.: [583, 544, 759, 623]
- taxi-list-row: [10, 1121, 194, 1134]
- taxi-phone-number: 520-942: [150, 1145, 194, 1158]
- subhead: Συγχαρητήρια: [10, 366, 123, 383]
- subhead: Ό ΝΤΙΟΡ: [1214, 810, 1268, 823]
- article-text: ΑΘΗΝΑΙ, 25. — Με απόφαση του υπουργού Οικονομικών μετατίθενται υπάλληλοι δημοσιοοικονομικών υπηρεσιών της Βορείου Ελλάδος.: [1344, 1128, 1562, 1181]
- column-radio-tv: [204, 39, 387, 2312]
- article-text: Τον λατρευτόν μας σύζυγον, πατέρα και πάππον ΑΘΑΝΑΣΙΟΝ ΣΤΕΦΑΝΙΔΗΝ κηδεύουμε σήμερα στις 5 μ.μ. από το ιερό ναό Αγίου Γεωργίου Καλαμαριάς. Η σύζυγος, τα τέκνα, τα εγγόνια.: [583, 804, 759, 897]
- article-text: Την αγαπημένη μας αδελφή Αγγελική, που πήρε το δίπλωμά της, συγχαίρουμε και της ευχόμαστε καλή σταδιοδρομία. ΓΙΩΡΓΟΣ — ΚΙΚΗ.: [10, 385, 194, 451]
